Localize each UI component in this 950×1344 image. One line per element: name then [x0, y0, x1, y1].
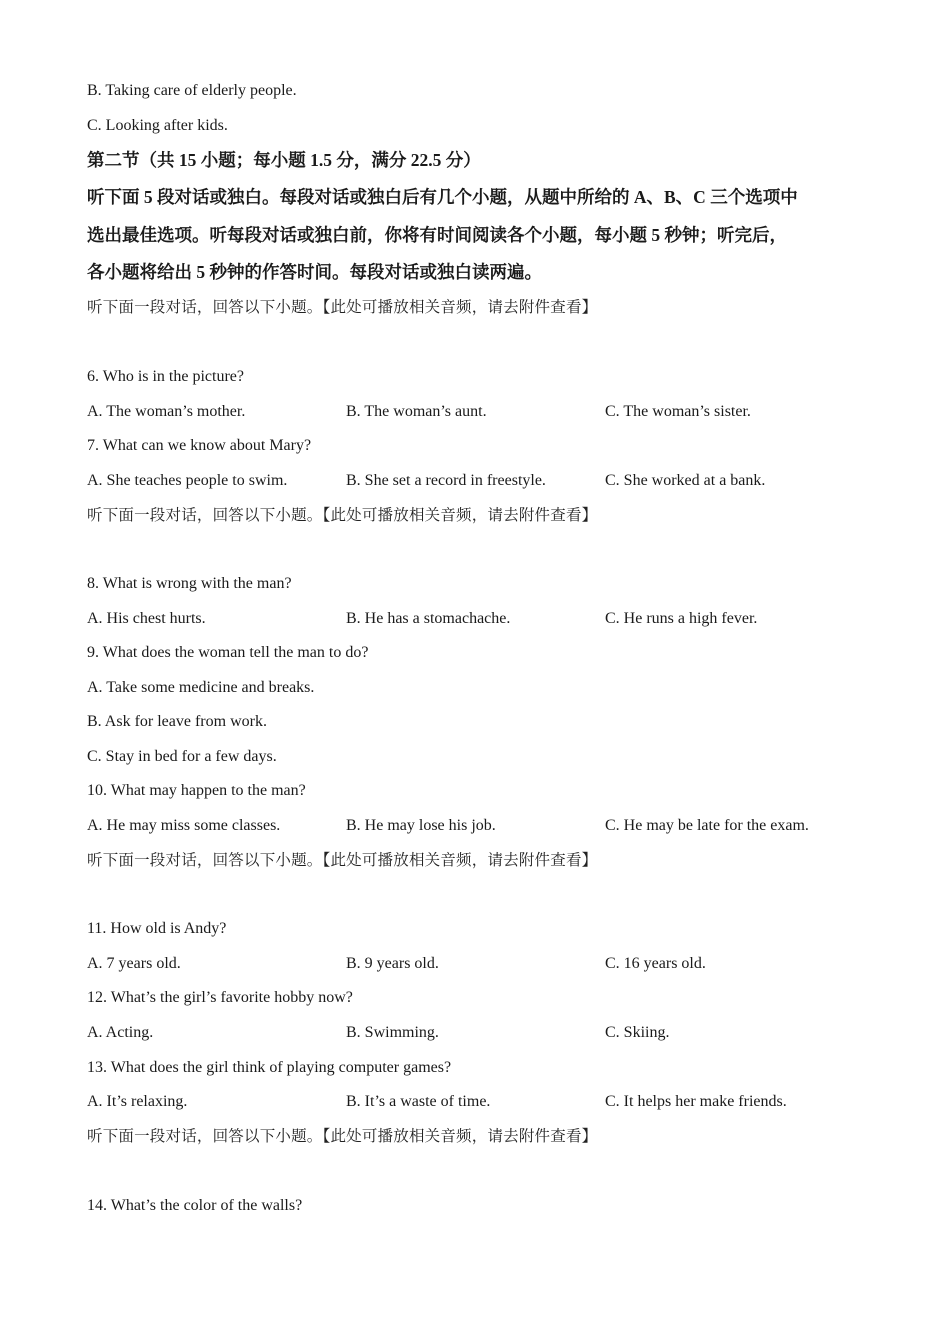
option-c: C. The woman’s sister. — [605, 403, 751, 420]
question-text: 7. What can we know about Mary? — [87, 437, 312, 454]
options-row — [87, 1023, 669, 1043]
option-line: C. Looking after kids. — [87, 117, 228, 134]
question-text: 10. What may happen to the man? — [87, 782, 306, 799]
option-a: A. Take some medicine and breaks. — [87, 679, 315, 696]
option-b: B. She set a record in freestyle. — [346, 472, 546, 489]
option-c: C. Stay in bed for a few days. — [87, 748, 277, 765]
option-c: C. It helps her make friends. — [605, 1093, 787, 1110]
question-text: 13. What does the girl think of playing computer games? — [87, 1059, 452, 1076]
options-row — [87, 954, 706, 974]
audio-note: 听下面一段对话，回答以下小题。【此处可播放相关音频，请去附件查看】 — [87, 852, 598, 869]
option-a: A. The woman’s mother. — [87, 403, 246, 420]
option-b: B. It’s a waste of time. — [346, 1093, 491, 1110]
option-b: B. He has a stomachache. — [346, 610, 511, 627]
option-a: A. He may miss some classes. — [87, 817, 281, 834]
options-row — [87, 402, 751, 422]
option-c: C. 16 years old. — [605, 955, 706, 972]
question-text: 11. How old is Andy? — [87, 920, 227, 937]
option-a: A. Acting. — [87, 1024, 154, 1041]
section-heading: 第二节（共 15 小题；每小题 1.5 分，满分 22.5 分） — [87, 150, 481, 170]
option-a: A. His chest hurts. — [87, 610, 206, 627]
question-text: 9. What does the woman tell the man to do? — [87, 644, 369, 661]
option-b: B. He may lose his job. — [346, 817, 496, 834]
option-c: C. He may be late for the exam. — [605, 817, 809, 834]
instruction-line: 各小题将给出 5 秒钟的作答时间。每段对话或独白读两遍。 — [87, 262, 542, 282]
options-row — [87, 1092, 787, 1112]
option-a: A. 7 years old. — [87, 955, 181, 972]
instruction-line: 听下面 5 段对话或独白。每段对话或独白后有几个小题，从题中所给的 A、B、C 三个选项中 — [87, 187, 798, 207]
options-row — [87, 471, 765, 491]
audio-note: 听下面一段对话，回答以下小题。【此处可播放相关音频，请去附件查看】 — [87, 507, 598, 524]
audio-note: 听下面一段对话，回答以下小题。【此处可播放相关音频，请去附件查看】 — [87, 299, 598, 316]
options-row — [87, 816, 809, 836]
option-c: C. She worked at a bank. — [605, 472, 766, 489]
question-text: 12. What’s the girl’s favorite hobby now? — [87, 989, 353, 1006]
audio-note: 听下面一段对话，回答以下小题。【此处可播放相关音频，请去附件查看】 — [87, 1128, 598, 1145]
question-text: 8. What is wrong with the man? — [87, 575, 292, 592]
option-a: A. It’s relaxing. — [87, 1093, 188, 1110]
option-line: B. Taking care of elderly people. — [87, 82, 297, 99]
option-b: B. The woman’s aunt. — [346, 403, 487, 420]
question-text: 6. Who is in the picture? — [87, 368, 244, 385]
option-b: B. Swimming. — [346, 1024, 439, 1041]
question-text: 14. What’s the color of the walls? — [87, 1197, 303, 1214]
option-b: B. 9 years old. — [346, 955, 439, 972]
option-c: C. Skiing. — [605, 1024, 670, 1041]
option-b: B. Ask for leave from work. — [87, 713, 267, 730]
instruction-line: 选出最佳选项。听每段对话或独白前，你将有时间阅读各个小题，每小题 5 秒钟；听完后， — [87, 225, 787, 245]
option-a: A. She teaches people to swim. — [87, 472, 288, 489]
options-row — [87, 609, 757, 629]
option-c: C. He runs a high fever. — [605, 610, 758, 627]
